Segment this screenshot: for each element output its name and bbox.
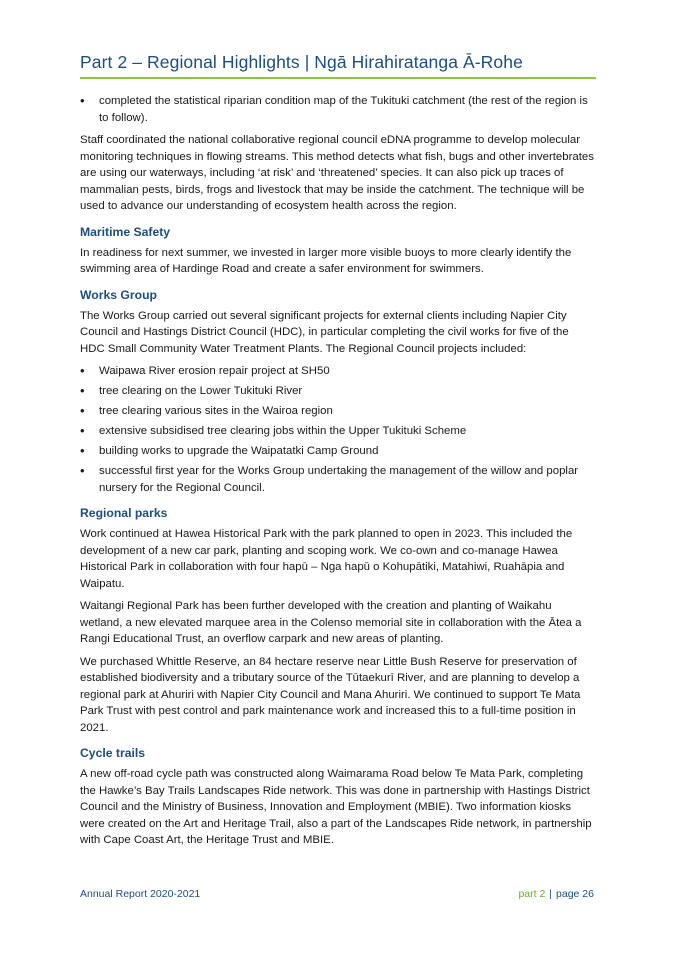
regional-parks-heading: Regional parks <box>80 506 168 521</box>
whittle-reserve-paragraph: We purchased Whittle Reserve, an 84 hectare reserve near Little Bush Reserve for preservation of established biodiversity and a tributary source of the Tūtaekurī River, and are planning to develop a regional park at Ahuriri with Napier City Council and Mana Ahuriri. We continued to support Te Mata Park Trust with pest control and park maintenance work and increased this to a full-time position in 2021. <box>80 655 581 734</box>
list-item: • Waipawa River erosion repair project at SH50 <box>80 363 595 380</box>
intro-bullet-list <box>80 93 595 126</box>
footer-part-label: part 2 <box>518 888 546 900</box>
maritime-safety-heading: Maritime Safety <box>80 224 171 239</box>
footer-separator: | <box>549 888 553 900</box>
works-group-heading: Works Group <box>80 287 157 302</box>
waitangi-park-paragraph: Waitangi Regional Park has been further developed with the creation and planting of Waikahu wetland, a new elevated marquee area in the Colenso memorial site in collaboration with the Ātea a Rangi Educational Trust, an overflow carpark and new areas of planting. <box>80 600 582 646</box>
list-item: • building works to upgrade the Waipatatki Camp Ground <box>80 443 595 460</box>
list-item: • tree clearing various sites in the Wairoa region <box>80 403 595 420</box>
list-item: • successful first year for the Works Group undertaking the management of the willow and poplar nursery for the Regional Council. <box>80 463 595 496</box>
cycle-trails-paragraph: A new off-road cycle path was constructed along Waimarama Road below Te Mata Park, completing the Hawke’s Bay Trails Landscapes Ride network. This was done in partnership with Hastings District Council and the Ministry of Business, Innovation and Employment (MBIE). Two information kiosks were created on the Art and Heritage Trail, also a part of the Landscapes Ride network, in partnership with Cape Coast Art, the Heritage Trust and MBIE. <box>80 768 592 847</box>
maritime-safety-paragraph: In readiness for next summer, we invested in larger more visible buoys to more clearly identify the swimming area of Hardinge Road and create a safer environment for swimmers. <box>80 246 572 275</box>
hawea-park-paragraph: Work continued at Hawea Historical Park with the park planned to open in 2023. This included the development of a new car park, planting and scoping work. We co-own and co-manage Hawea Historical Park in collaboration with four hapū – Nga hapū o Kohupātiki, Matahiwi, Ruahāpia and Waipatu. <box>80 528 573 590</box>
title-divider <box>80 77 596 79</box>
footer-page-number: page 26 <box>556 888 594 900</box>
works-projects-list <box>80 363 595 496</box>
edna-paragraph: Staff coordinated the national collaborative regional council eDNA programme to develop molecular monitoring techniques in flowing streams. This method detects what fish, bugs and other invertebrates are using our waterways, including ‘at risk’ and ‘threatened’ species. It can also pick up traces of mammalian pests, birds, frogs and livestock that may be inside the catchment. The technique will be used to advance our understanding of ecosystem health across the region. <box>80 134 594 212</box>
page-title: Part 2 – Regional Highlights | Ngā Hirahiratanga Ā-Rohe <box>80 52 523 72</box>
footer-page-info <box>518 888 594 900</box>
page-content <box>80 93 595 855</box>
list-item: • extensive subsidised tree clearing jobs within the Upper Tukituki Scheme <box>80 423 595 440</box>
list-item: • tree clearing on the Lower Tukituki River <box>80 383 595 400</box>
cycle-trails-heading: Cycle trails <box>80 746 146 761</box>
list-item: • completed the statistical riparian condition map of the Tukituki catchment (the rest of the region is to follow). <box>80 93 595 126</box>
works-group-paragraph: The Works Group carried out several significant projects for external clients including Napier City Council and Hastings District Council (HDC), in particular completing the civil works for five of the HDC Small Community Water Treatment Plants. The Regional Council projects included: <box>80 309 569 355</box>
footer-report-title: Annual Report 2020-2021 <box>80 888 201 900</box>
